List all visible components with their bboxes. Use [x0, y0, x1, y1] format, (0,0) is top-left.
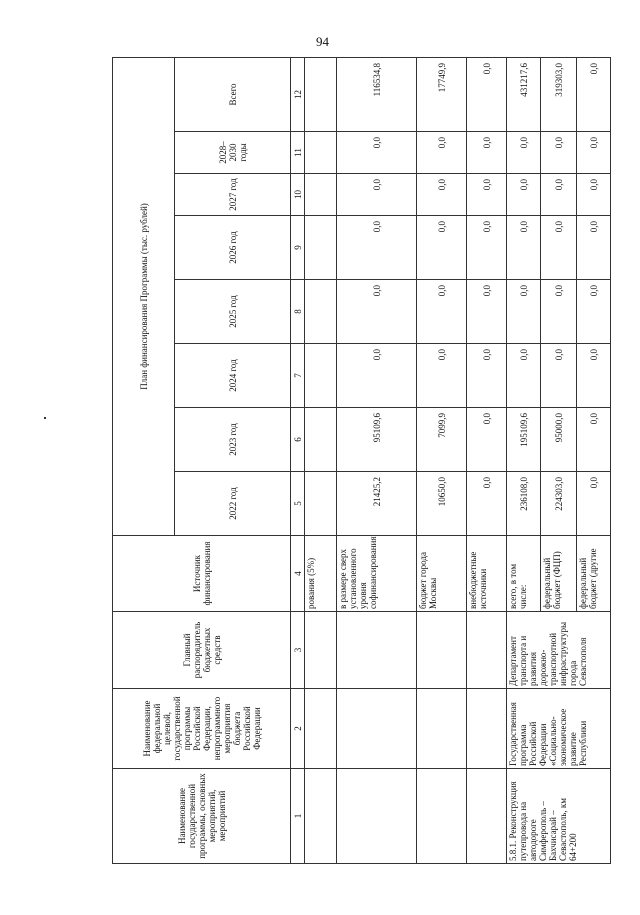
header-program-name: Наименование государственной программы, основных мероприятий, мероприятий [113, 769, 291, 864]
financing-table-container [112, 58, 610, 864]
column-index: 11 [291, 132, 305, 174]
cell-value [305, 472, 337, 536]
cell-financing-source: всего, в том числе: [507, 536, 541, 612]
cell-value: 21425,2 [337, 472, 417, 536]
header-total: Всего [175, 57, 291, 131]
cell-program-name [305, 769, 337, 864]
cell-federal-program [467, 689, 507, 769]
cell-value: 0,0 [337, 174, 417, 216]
cell-value: 236108,0 [507, 472, 541, 536]
cell-financing-source: рования (5%) [305, 536, 337, 612]
cell-value: 0,0 [417, 216, 467, 280]
cell-value: 10650,0 [417, 472, 467, 536]
cell-budget-manager [417, 612, 467, 689]
table-row [305, 57, 337, 863]
cell-value: 0,0 [507, 344, 541, 408]
cell-value: 0,0 [541, 174, 577, 216]
cell-value: 0,0 [577, 344, 611, 408]
cell-value [305, 132, 337, 174]
cell-program-name [337, 769, 417, 864]
stray-dot [44, 417, 46, 419]
cell-value: 0,0 [337, 216, 417, 280]
column-index: 3 [291, 612, 305, 689]
cell-value: 431217,6 [507, 57, 541, 131]
column-index: 12 [291, 57, 305, 131]
cell-budget-manager [305, 612, 337, 689]
cell-value [305, 408, 337, 472]
column-index: 1 [291, 769, 305, 864]
column-index: 4 [291, 536, 305, 612]
financing-plan-table [112, 57, 611, 864]
cell-value [305, 216, 337, 280]
cell-budget-manager [337, 612, 417, 689]
cell-program-name: 5.8.1. Реконструкция путепровода на автодороге Симферополь – Бахчисарай – Севастополь, км 64+200 [507, 769, 611, 864]
cell-value: 195109,6 [507, 408, 541, 472]
cell-federal-program [337, 689, 417, 769]
cell-value: 7099,9 [417, 408, 467, 472]
rotated-table-frame [112, 58, 610, 864]
cell-value: 0,0 [577, 408, 611, 472]
header-year-2026: 2026 год [175, 216, 291, 280]
cell-value: 0,0 [507, 280, 541, 344]
cell-value: 0,0 [541, 216, 577, 280]
cell-value: 0,0 [467, 280, 507, 344]
cell-value: 0,0 [417, 280, 467, 344]
header-year-2024: 2024 год [175, 344, 291, 408]
cell-value [305, 57, 337, 131]
cell-value: 0,0 [337, 344, 417, 408]
header-financing-source: Источник финансирования [113, 536, 291, 612]
cell-value: 0,0 [337, 280, 417, 344]
cell-budget-manager: Департамент транспорта и развития дорожно-транспортной инфраструктуры города Севастополя [507, 612, 611, 689]
cell-value: 0,0 [541, 344, 577, 408]
cell-value: 0,0 [417, 174, 467, 216]
cell-value: 0,0 [467, 472, 507, 536]
column-index: 2 [291, 689, 305, 769]
cell-program-name [467, 769, 507, 864]
column-index: 8 [291, 280, 305, 344]
header-years-2028-2030: 2028–2030 годы [175, 132, 291, 174]
cell-financing-source: бюджет города Москвы [417, 536, 467, 612]
cell-value: 0,0 [541, 280, 577, 344]
cell-financing-source: внебюджетные источники [467, 536, 507, 612]
cell-value [305, 280, 337, 344]
header-year-2022: 2022 год [175, 472, 291, 536]
cell-value: 0,0 [507, 132, 541, 174]
cell-financing-source: федеральный бюджет (ФЦП) [541, 536, 577, 612]
cell-federal-program: Государственная программа Российской Федерации «Социально-экономическое развитие Республики [507, 689, 611, 769]
cell-value: 0,0 [417, 344, 467, 408]
page-number: 94 [316, 34, 329, 49]
cell-value: 0,0 [577, 174, 611, 216]
column-index: 9 [291, 216, 305, 280]
header-row-plan [113, 57, 175, 863]
table-row [467, 57, 507, 863]
cell-value: 0,0 [467, 174, 507, 216]
column-index: 5 [291, 472, 305, 536]
cell-value: 0,0 [577, 216, 611, 280]
cell-value: 0,0 [467, 344, 507, 408]
cell-value: 0,0 [577, 132, 611, 174]
cell-value: 0,0 [507, 216, 541, 280]
cell-value: 0,0 [577, 57, 611, 131]
cell-value: 0,0 [541, 132, 577, 174]
cell-value: 0,0 [507, 174, 541, 216]
cell-program-name [417, 769, 467, 864]
cell-value: 0,0 [417, 132, 467, 174]
cell-value: 95109,6 [337, 408, 417, 472]
table-row [417, 57, 467, 863]
cell-value: 0,0 [337, 132, 417, 174]
column-index: 7 [291, 344, 305, 408]
cell-value: 0,0 [467, 132, 507, 174]
cell-federal-program [417, 689, 467, 769]
cell-value: 116534,8 [337, 57, 417, 131]
cell-value [305, 344, 337, 408]
cell-value: 95000,0 [541, 408, 577, 472]
table-row [507, 57, 541, 863]
cell-value: 0,0 [467, 408, 507, 472]
cell-value: 0,0 [467, 216, 507, 280]
cell-value: 17749,9 [417, 57, 467, 131]
cell-value: 319303,0 [541, 57, 577, 131]
cell-value: 224303,0 [541, 472, 577, 536]
header-financing-plan: План финансирования Программы (тыс. рублей) [113, 57, 175, 535]
table-row [337, 57, 417, 863]
cell-federal-program [305, 689, 337, 769]
header-budget-manager: Главный распорядитель бюджетных средств [113, 612, 291, 689]
header-federal-program: Наименование федеральной целевой, государственной программы Российской Федерации, непрограммного мероприятия бюджета Российской Федерации [113, 689, 291, 769]
column-index: 6 [291, 408, 305, 472]
cell-value: 0,0 [577, 280, 611, 344]
cell-financing-source: федеральный бюджет (другие [577, 536, 611, 612]
header-year-2023: 2023 год [175, 408, 291, 472]
cell-value: 0,0 [467, 57, 507, 131]
cell-budget-manager [467, 612, 507, 689]
header-year-2027: 2027 год [175, 174, 291, 216]
header-year-2025: 2025 год [175, 280, 291, 344]
cell-financing-source: в размере сверх установленного уровня софинансирования [337, 536, 417, 612]
column-index-row [291, 57, 305, 863]
cell-value [305, 174, 337, 216]
cell-value: 0,0 [577, 472, 611, 536]
column-index: 10 [291, 174, 305, 216]
